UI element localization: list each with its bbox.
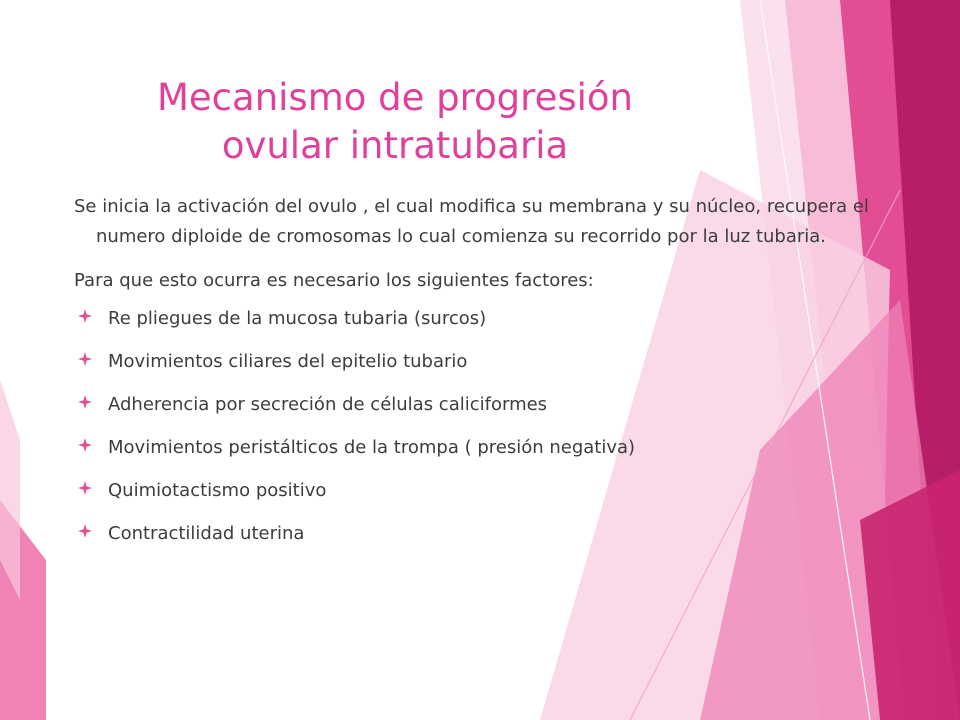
list-item-text: Quimiotactismo positivo <box>108 480 327 501</box>
slide-body <box>74 192 920 562</box>
list-item-text: Re pliegues de la mucosa tubaria (surcos) <box>108 308 487 329</box>
diamond-star-icon <box>78 481 92 495</box>
list-item-text: Movimientos ciliares del epitelio tubario <box>108 351 468 372</box>
intro-paragraph: Se inicia la activación del ovulo , el cual modifica su membrana y su núcleo, recupera el numero diploide de cromosomas lo cual comienza su recorrido por la luz tubaria. <box>74 196 869 247</box>
factors-intro-paragraph: Para que esto ocurra es necesario los siguientes factores: <box>74 270 594 291</box>
title-line-2: ovular intratubaria <box>221 124 569 167</box>
diamond-star-icon <box>78 438 92 452</box>
title-line-1: Mecanismo de progresión <box>157 76 633 119</box>
list-item <box>74 476 920 516</box>
diamond-star-icon <box>78 352 92 366</box>
list-item <box>74 347 920 387</box>
list-item-text: Contractilidad uterina <box>108 523 305 544</box>
list-item <box>74 519 920 559</box>
factors-list <box>74 304 920 559</box>
list-item-text: Movimientos peristálticos de la trompa ( presión negativa) <box>108 437 636 458</box>
diamond-star-icon <box>78 309 92 323</box>
slide-title <box>100 74 690 170</box>
list-item <box>74 433 920 473</box>
list-item-text: Adherencia por secreción de células caliciformes <box>108 394 548 415</box>
list-item <box>74 304 920 344</box>
diamond-star-icon <box>78 524 92 538</box>
list-item <box>74 390 920 430</box>
diamond-star-icon <box>78 395 92 409</box>
